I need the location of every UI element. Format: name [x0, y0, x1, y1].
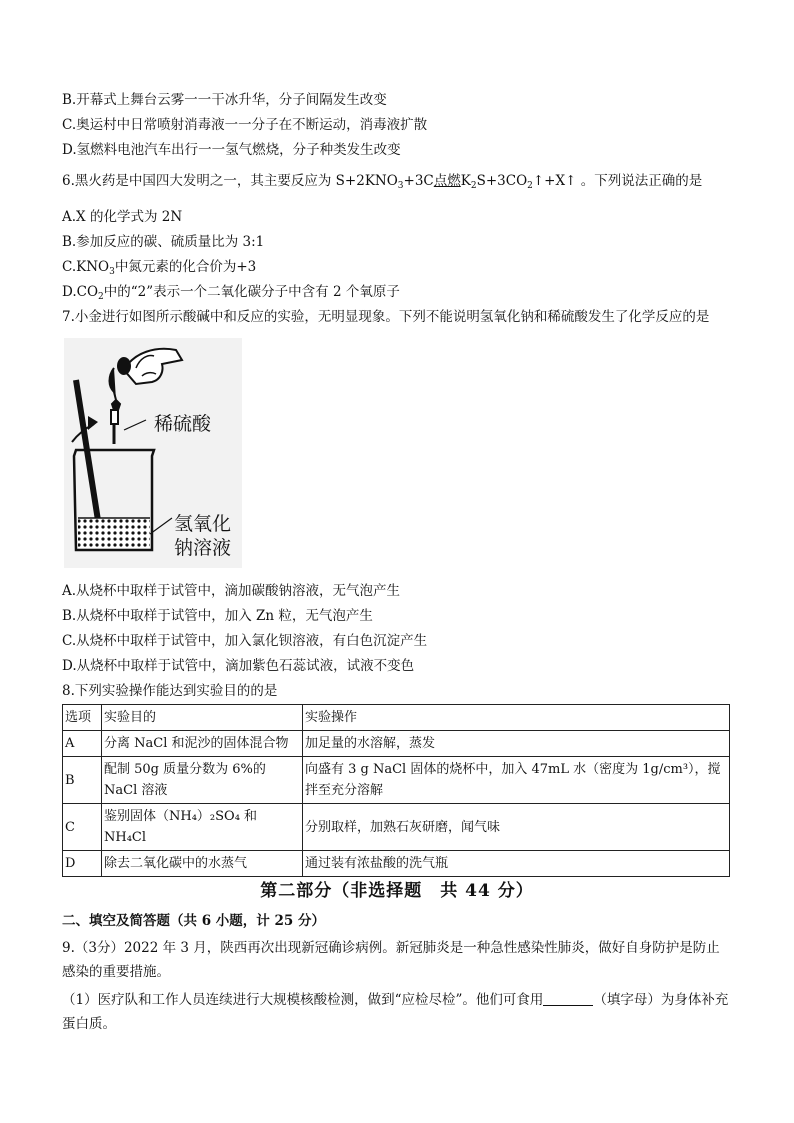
- label-naoh-line2: 钠溶液: [174, 537, 232, 559]
- row-purpose: 鉴别固体（NH₄）₂SO₄ 和 NH₄Cl: [102, 804, 303, 851]
- row-option: B: [63, 757, 102, 804]
- section-heading: 二、填空及简答题（共 6 小题，计 25 分）: [62, 913, 325, 929]
- solution-level: [78, 518, 150, 548]
- table-row: [63, 804, 730, 851]
- reaction-condition: 点燃: [433, 173, 461, 189]
- label-naoh-line1: 氢氧化: [174, 513, 232, 535]
- row-purpose: 除去二氧化碳中的水蒸气: [102, 851, 303, 877]
- table-row: [63, 851, 730, 877]
- table-row: [63, 757, 730, 804]
- q6-option-d: $D.CO_2$中的“2”表示一个二氧化碳分子中含有 2 个氧原子: [62, 284, 400, 302]
- row-operation: 加足量的水溶解，蒸发: [303, 731, 730, 757]
- header-option: 选项: [63, 705, 102, 731]
- row-operation: 分别取样，加熟石灰研磨，闻气味: [303, 804, 730, 851]
- q7-option-a: A.从烧杯中取样于试管中，滴加碳酸钠溶液，无气泡产生: [62, 583, 401, 599]
- header-purpose: 实验目的: [102, 705, 303, 731]
- row-purpose: 分离 NaCl 和泥沙的固体混合物: [102, 731, 303, 757]
- section-title: 第二部分（非选择题 共 44 分）: [260, 881, 534, 901]
- row-option: A: [63, 731, 102, 757]
- row-operation: 向盛有 3 g NaCl 固体的烧杯中，加入 47mL 水（密度为 1g/cm³），搅拌至充分溶解: [303, 757, 730, 804]
- q7-stem: 7.小金进行如图所示酸碱中和反应的实验，无明显现象。下列不能说明氢氧化钠和稀硫酸发生了化学反应的是: [62, 309, 710, 325]
- q5-option-d: D.氢燃料电池汽车出行一一氢气燃烧，分子种类发生改变: [62, 142, 401, 158]
- q7-option-b: B.从烧杯中取样于试管中，加入 Zn 粒，无气泡产生: [62, 608, 373, 624]
- row-operation: 通过装有浓盐酸的洗气瓶: [303, 851, 730, 877]
- q7-option-c: C.从烧杯中取样于试管中，加入氯化钡溶液，有白色沉淀产生: [62, 633, 428, 649]
- q9-part1: （1）医疗队和工作人员连续进行大规模核酸检测，做到“应检尽检”。他们可食用 （填字母）为身体补充蛋白质。: [62, 992, 729, 1032]
- row-option: C: [63, 804, 102, 851]
- table-row: [63, 731, 730, 757]
- answer-blank[interactable]: [543, 991, 593, 1006]
- row-purpose: 配制 50g 质量分数为 6%的 NaCl 溶液: [102, 757, 303, 804]
- q5-option-c: C.奥运村中日常喷射消毒液一一分子在不断运动，消毒液扩散: [62, 117, 428, 133]
- q6-option-b: B.参加反应的碳、硫质量比为 3:1: [62, 234, 265, 250]
- q9-stem: 9.（3分）2022 年 3 月，陕西再次出现新冠确诊病例。新冠肺炎是一种急性感染性肺炎，做好自身防护是防止感染的重要措施。: [62, 940, 720, 980]
- q7-option-d: D.从烧杯中取样于试管中，滴加紫色石蕊试液，试液不变色: [62, 658, 415, 674]
- experiment-table: [62, 704, 730, 877]
- q6-stem: 6.黑火药是中国四大发明之一，其主要反应为 $S+2KNO_3+3C$点燃$K_2S+3CO_2↑+X↑$ 。下列说法正确的是: [62, 173, 703, 191]
- q5-option-b: B.开幕式上舞台云雾一一干冰升华，分子间隔发生改变: [62, 92, 387, 108]
- row-option: D: [63, 851, 102, 877]
- q6-option-c: $C.KNO_3$中氮元素的化合价为+3: [62, 259, 257, 277]
- table-header-row: [63, 705, 730, 731]
- label-dilute-sulfuric-acid: 稀硫酸: [154, 413, 212, 435]
- header-operation: 实验操作: [303, 705, 730, 731]
- titration-figure: [64, 338, 242, 568]
- q6-option-a: A.X 的化学式为 2N: [62, 209, 183, 225]
- q8-stem: 8.下列实验操作能达到实验目的的是: [62, 683, 278, 699]
